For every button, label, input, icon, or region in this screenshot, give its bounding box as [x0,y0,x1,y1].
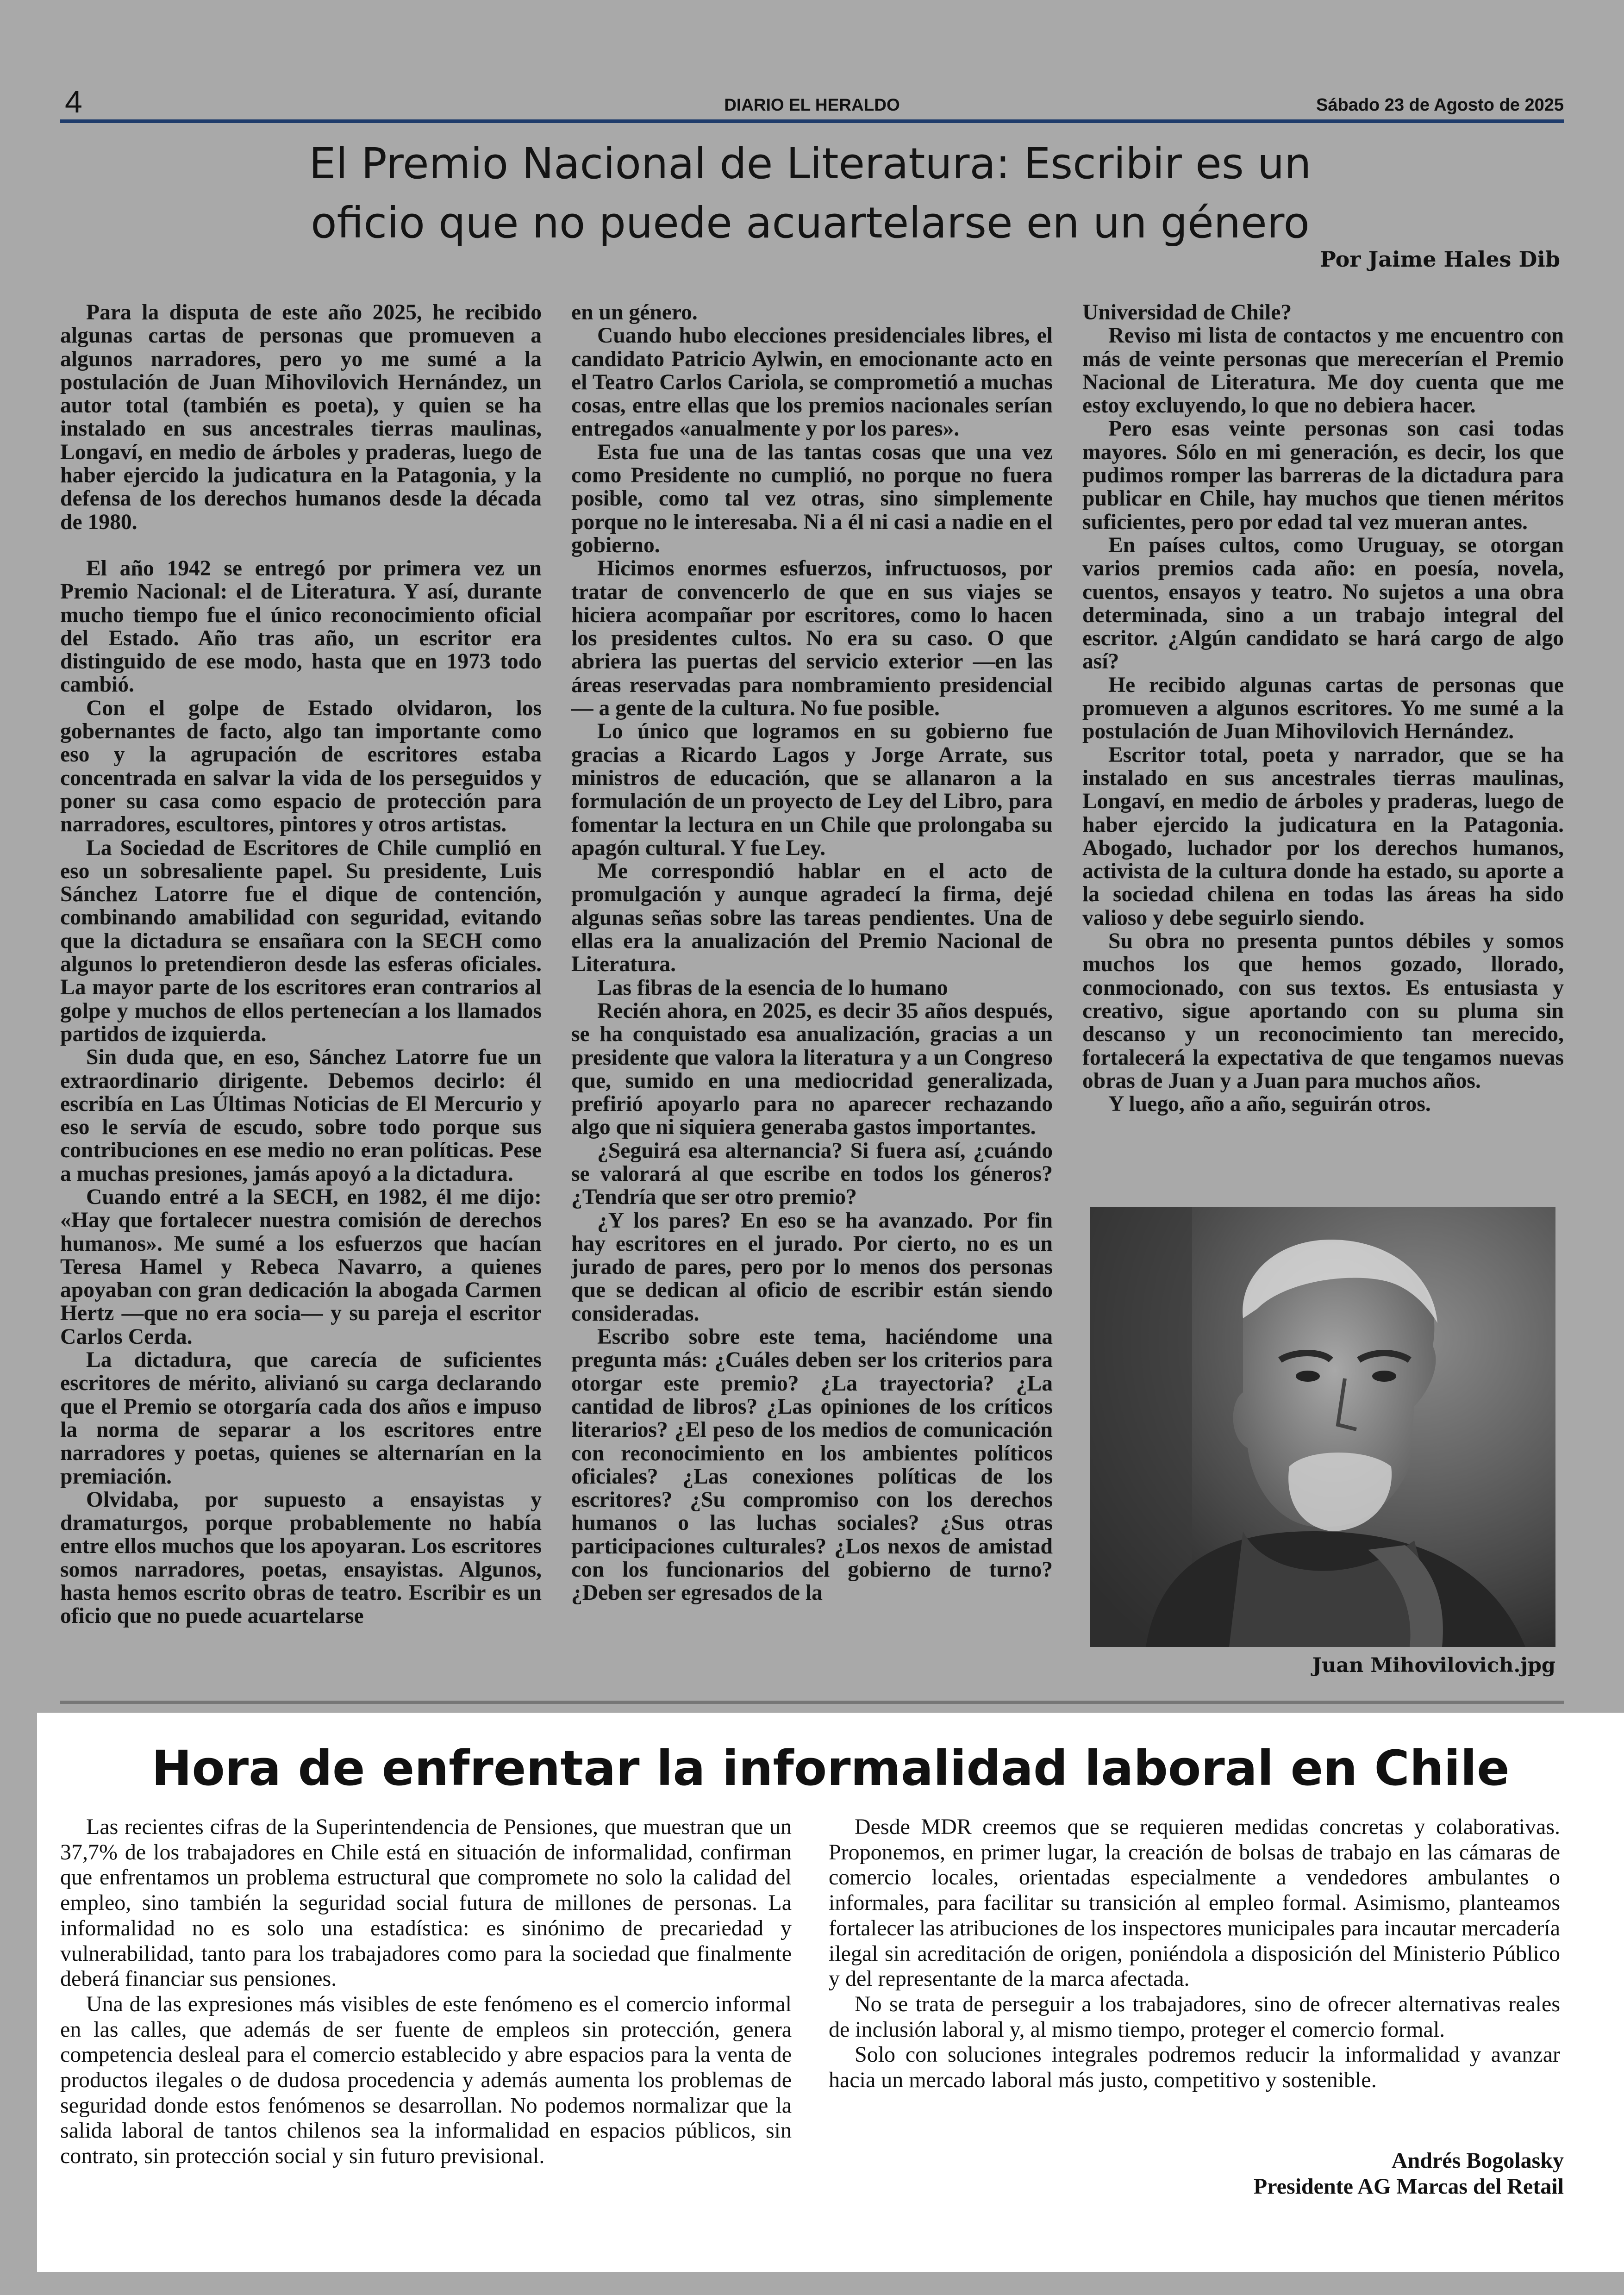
paragraph: Escribo sobre este tema, haciéndome una pregunta más: ¿Cuáles deben ser los criterios para otorgar este premio? ¿La trayectoria? ¿La cantidad de libros? ¿Las opiniones de los críticos literarios? ¿El peso de los medios de comunicación con reconocimiento en los ambientes políticos oficiales? ¿Las conexiones políticas de los escritores? ¿Su compromiso con los derechos humanos o las luchas sociales? ¿Sus otras participaciones culturales? ¿Los nexos de amistad con los funcionarios del gobierno de turno? ¿Deben ser egresados de la [571,1325,1053,1605]
paragraph: La dictadura, que carecía de suficientes escritores de mérito, alivianó su carga declarando que el Premio se otorgaría cada dos años e impuso la norma de separar a los escritores entre narradores y poetas, quienes se alternarían en la premiación. [60,1348,542,1489]
paragraph: Una de las expresiones más visibles de este fenómeno es el comercio informal en las calles, que además de ser fuente de empleos sin protección, genera competencia desleal para el comercio establecido y abre espacios para la venta de productos ilegales o de dudosa procedencia y además aumenta los problemas de seguridad donde estos fenómenos se desarrollan. No podemos normalizar que la salida laboral de tantos chilenos sea la informalidad en espacios públicos, sin contrato, sin protección social y sin futuro previsional. [60,1991,792,2169]
signature-role: Presidente AG Marcas del Retail [1253,2174,1564,2199]
opinion-column-1 [60,1815,792,2169]
article-title [259,134,1361,253]
paragraph: ¿Seguirá esa alternancia? Si fuera así, ¿cuándo se valorará al que escribe en todos los géneros? ¿Tendría que ser otro premio? [571,1138,1053,1210]
article-column-2 [571,301,1053,1690]
paragraph: Sin duda que, en eso, Sánchez Latorre fue un extraordinario dirigente. Debemos decirlo: él escribía en Las Últimas Noticias de El Mercurio y eso le servía de escudo, sobre todo porque sus contribuciones en ese medio no eran políticas. Pese a muchas presiones, jamás apoyó a la dictadura. [60,1045,542,1186]
paragraph: ¿Y los pares? En eso se ha avanzado. Por fin hay escritores en el jurado. Por cierto, no es un jurado de pares, pero por lo menos dos personas que se dedican al oficio de escribir están siendo consideradas. [571,1208,1053,1326]
section-divider [60,1701,1564,1704]
paragraph: en un género. [571,301,698,324]
paragraph: No se trata de perseguir a los trabajadores, sino de ofrecer alternativas reales de inclusión laboral y, al mismo tiempo, proteger el comercio formal. [829,1991,1560,2042]
paragraph: En países cultos, como Uruguay, se otorgan varios premios cada año: en poesía, novela, cuentos, ensayos y teatro. No sujetos a una obra determinada, sino a un trabajo integral del escritor. ¿Algún candidato se hará cargo de algo así? [1082,533,1564,674]
paragraph: Esta fue una de las tantas cosas que una vez como Presidente no cumplió, no porque no fuera posible, como tal vez otras, sino simplemente porque no le interesaba. Ni a él ni casi a nadie en el gobierno. [571,440,1053,557]
subheading: Las fibras de la esencia de lo humano [597,975,948,1000]
paragraph: Para la disputa de este año 2025, he recibido algunas cartas de personas que promueven a algunos narradores, pero yo me sumé a la postulación de Juan Mihovilovich Hernández, un autor total (también es poeta), y quien se ha instalado en sus ancestrales tierras maulinas, Longaví, en medio de árboles y praderas, luego de haber ejercido la judicatura en la Patagonia, y la defensa de los derechos humanos desde la década de 1980. [60,301,542,534]
article-title-line-2: oficio que no puede acuartelarse en un género [311,198,1310,248]
paragraph: El año 1942 se entregó por primera vez un Premio Nacional: el de Literatura. Y así, durante mucho tiempo fue el único reconocimiento oficial del Estado. Año tras año, un escritor era distinguido de ese modo, hasta que en 1973 todo cambió. [60,556,542,697]
paragraph: Su obra no presenta puntos débiles y somos muchos los que hemos gozado, llorado, conmocionado, con sus textos. Es entusiasta y creativo, sigue aportando con su pluma sin descanso y un reconocimiento tan merecido, fortalecerá la expectativa de que tengamos nuevas obras de Juan y a Juan para muchos años. [1082,929,1564,1093]
paragraph: Universidad de Chile? [1082,301,1292,324]
publication-date: Sábado 23 de Agosto de 2025 [1316,95,1564,115]
paragraph: Las recientes cifras de la Superintendencia de Pensiones, que muestran que un 37,7% de los trabajadores en Chile está en situación de informalidad, confirman que enfrentamos un problema estructural que compromete no solo la calidad del empleo, sino también la seguridad social futura de millones de personas. La informalidad no es solo una estadística: es sinónimo de precariedad y vulnerabilidad, tanto para los trabajadores como para la sociedad que finalmente deberá financiar sus pensiones. [60,1815,792,1991]
opinion-signature [1254,2148,1564,2200]
page-header [60,83,1564,120]
opinion-column-2 [829,1815,1560,2093]
paragraph: La Sociedad de Escritores de Chile cumplió en eso un sobresaliente papel. Su presidente, Luis Sánchez Latorre fue el dique de contención, combinando amabilidad con seguridad, evitando que la dictadura se ensañara con la SECH como algunos lo pretendieron desde las esferas oficiales. La mayor parte de los escritores eran contrarios al golpe y muchos de ellos pertenecían a los llamados partidos de izquierda. [60,836,542,1046]
paragraph: Cuando hubo elecciones presidenciales libres, el candidato Patricio Aylwin, en emocionante acto en el Teatro Carlos Cariola, se comprometió a muchas cosas, entre ellas que los premios nacionales serían entregados «anualmente y por los pares». [571,324,1053,441]
article-title-line-1: El Premio Nacional de Literatura: Escribir es un [309,139,1312,188]
paragraph: Hicimos enormes esfuerzos, infructuosos, por tratar de convencerlo de que en sus viajes se hiciera acompañar por escritores, como lo hacen los presidentes cultos. No era su caso. O que abriera las puertas del servicio exterior —en las áreas reservadas para nombramiento presidencial— a gente de la cultura. No fue posible. [571,556,1053,721]
opinion-title: Hora de enfrentar la informalidad laboral en Chile [151,1740,1510,1796]
opinion-panel [37,1713,1624,2272]
article-column-3 [1082,301,1564,1208]
header-divider [60,119,1564,123]
newspaper-name: DIARIO EL HERALDO [724,95,900,114]
paragraph: Reviso mi lista de contactos y me encuentro con más de veinte personas que merecerían el Premio Nacional de Literatura. Me doy cuenta que me estoy excluyendo, lo que no debiera hacer. [1082,324,1564,418]
paragraph: Olvidaba, por supuesto a ensayistas y dramaturgos, porque probablemente no había entre ellos muchos que los apoyaran. Los escritores somos narradores, poetas, ensayistas. Algunos, hasta hemos escrito obras de teatro. Escribir es un oficio que no puede acuartelarse [60,1487,542,1628]
page-number: 4 [65,84,82,119]
photo-caption: Juan Mihovilovich.jpg [1312,1654,1555,1677]
paragraph: Recién ahora, en 2025, es decir 35 años después, se ha conquistado esa anualización, gracias a un presidente que valora la literatura y a un Congreso que, sumido en una mediocridad generalizada, prefirió apoyarlo para no aparecer rechazando algo que ni siquiera generaba gastos importantes. [571,998,1053,1140]
paragraph: Cuando entré a la SECH, en 1982, él me dijo: «Hay que fortalecer nuestra comisión de derechos humanos». Me sumé a los esfuerzos que hacían Teresa Hamel y Rebeca Navarro, a quienes apoyaban con gran dedicación la abogada Carmen Hertz —que no era socia— y su pareja el escritor Carlos Cerda. [60,1185,542,1349]
paragraph: Lo único que logramos en su gobierno fue gracias a Ricardo Lagos y Jorge Arrate, sus ministros de educación, que se allanaron a la formulación de un proyecto de Ley del Libro, para fomentar la lectura en un Chile que prolongaba su apagón cultural. Y fue Ley. [571,719,1053,860]
paragraph: He recibido algunas cartas de personas que promueven a algunos escritores. Yo me sumé a la postulación de Juan Mihovilovich Hernández. [1082,673,1564,744]
paragraph: Y luego, año a año, seguirán otros. [1108,1092,1431,1116]
signature-name: Andrés Bogolasky [1391,2148,1564,2173]
paragraph: Con el golpe de Estado olvidaron, los gobernantes de facto, algo tan importante como eso y la agrupación de escritores estaba concentrada en salvar la vida de los perseguidos y poner su casa como espacio de protección para narradores, escultores, pintores y otros artistas. [60,696,542,837]
paragraph: Desde MDR creemos que se requieren medidas concretas y colaborativas. Proponemos, en primer lugar, la creación de bolsas de trabajo en las cámaras de comercio locales, orientadas especialmente a vendedores ambulantes o informales, para facilitar su transición al empleo formal. Asimismo, planteamos fortalecer las atribuciones de los inspectores municipales para incautar mercadería ilegal sin acreditación de origen, poniéndola a disposición del Ministerio Público y del representante de la marca afectada. [829,1815,1560,1991]
paragraph: Me correspondió hablar en el acto de promulgación y aunque agradecí la firma, dejé algunas señas sobre las tareas pendientes. Una de ellas era la anualización del Premio Nacional de Literatura. [571,859,1053,977]
paragraph: Pero esas veinte personas son casi todas mayores. Sólo en mi generación, es decir, los que pudimos romper las barreras de la dictadura para publicar en Chile, hay muchos que tienen méritos suficientes, pero por edad tal vez mueran antes. [1082,417,1564,534]
article-byline: Por Jaime Hales Dib [1320,247,1560,272]
paragraph: Escritor total, poeta y narrador, que se ha instalado en sus ancestrales tierras maulinas, Longaví, en medio de árboles y praderas, luego de haber ejercido la judicatura en la Patagonia. Abogado, luchador por los derechos humanos, activista de la cultura donde ha estado, su aporte a la sociedad chilena en todas las áreas ha sido valioso y debe seguirlo siendo. [1082,742,1564,930]
paragraph: Solo con soluciones integrales podremos reducir la informalidad y avanzar hacia un mercado laboral más justo, competitivo y sostenible. [829,2042,1560,2093]
article-column-1 [60,301,542,1690]
author-photo [1090,1207,1555,1647]
